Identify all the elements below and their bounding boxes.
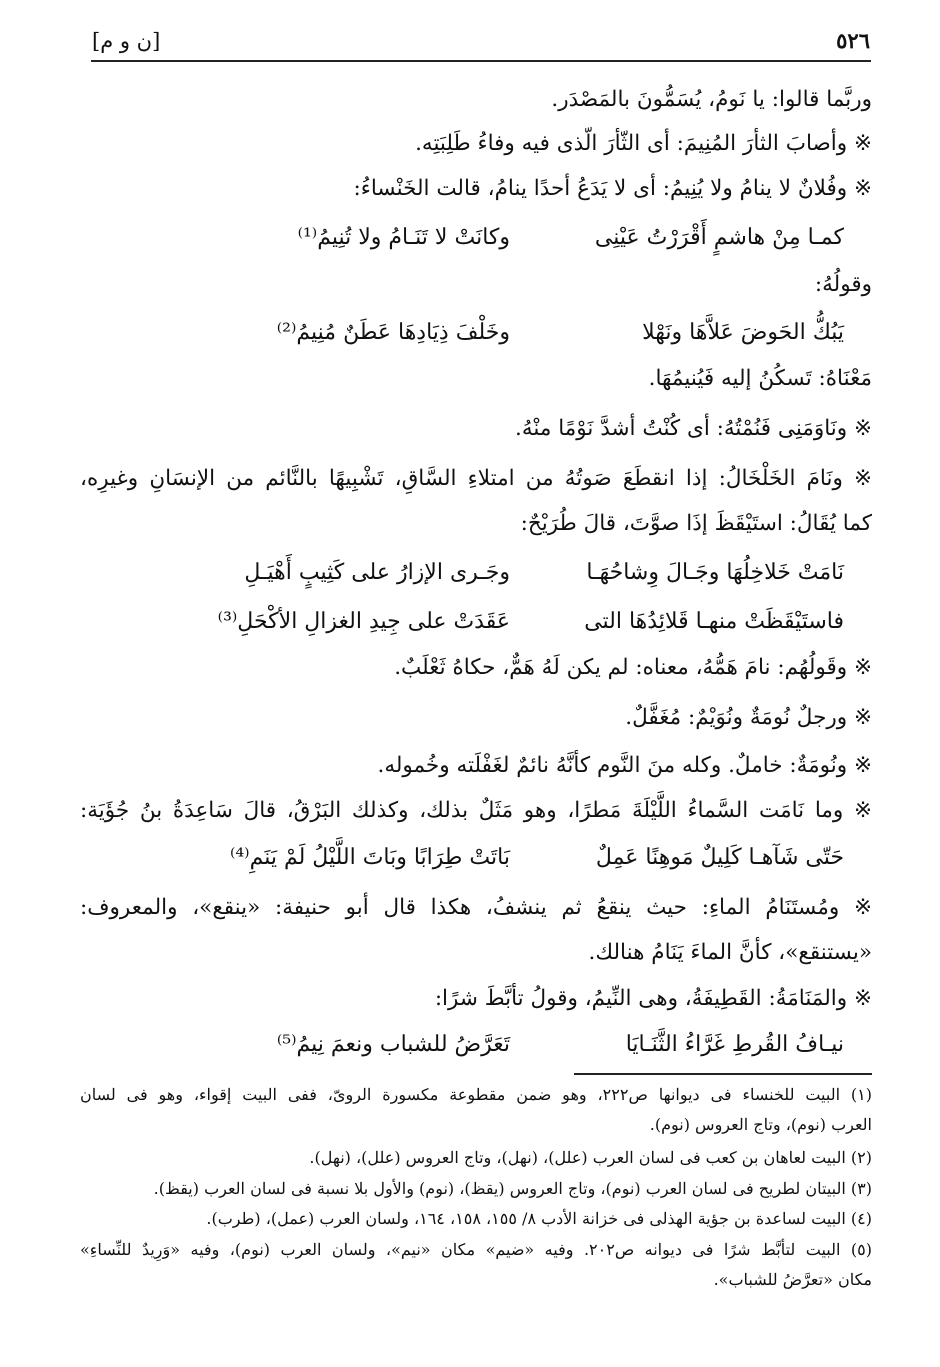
footnote-line: العرب (نوم)، وتاج العروس (نوم). bbox=[649, 1115, 872, 1134]
text-line: ※ ونَاوَمَنِى فَنُمْتُهُ: أى كُنْتُ أشدَّ نَوْمًا منْهُ. bbox=[515, 416, 872, 441]
text-line: مَعْنَاهُ: تَسكُنُ إليه فَيُنيمُهَا. bbox=[648, 366, 872, 391]
verse-first-hemistich: نيـافُ القُرطِ غَرَّاءُ الثَّنَـايَا bbox=[625, 1032, 844, 1057]
verse-second-hemistich: بَاتَتْ طِرَابًا وبَاتَ اللَّيْلُ لَمْ يَنَمِ⁽⁴⁾ bbox=[229, 845, 510, 870]
text-line: وربَّما قالوا: يا نَومُ، يُسَمُّونَ بالمَصْدَر. bbox=[551, 87, 872, 112]
verse-first-hemistich: فاستَيْقَظَتْ منهـا قَلائِدُهَا التى bbox=[584, 609, 844, 634]
verse-second-hemistich: وخَلْفَ ذِيَادِهَا عَطَنٌ مُنِيمُ⁽²⁾ bbox=[276, 320, 510, 345]
verse-second-hemistich: تَعَرَّضُ للشباب ونعمَ نِيمُ⁽⁵⁾ bbox=[276, 1032, 510, 1057]
footnote-line: (٤) البيت لساعدة بن جؤية الهذلى فى خزانة الأدب ٨/ ١٥٥، ١٥٨، ١٦٤، ولسان العرب (عمل)، (طرب). bbox=[206, 1209, 872, 1228]
text-line: ※ ورجلٌ نُومَةٌ ونُوَيْمٌ: مُغَفَّلٌ. bbox=[625, 705, 872, 730]
footnote-line: (٢) البيت لعاهان بن كعب فى لسان العرب (علل)، (نهل)، وتاج العروس (علل)، (نهل). bbox=[309, 1148, 872, 1167]
text-line: ※ ونَامَ الخَلْخَالُ: إذا انقطَعَ صَوتُهُ من امتلاءِ السَّاقِ، تَشْبِيهًا بالنَّائم من الإنسَانِ وغيرِه، bbox=[80, 466, 872, 491]
text-line: ※ ومُستَنَامُ الماءِ: حيث ينقعُ ثم ينشفُ، هكذا قال أبو حنيفة: «ينقع»، والمعروف: bbox=[80, 895, 872, 920]
verse-first-hemistich: كمـا مِنْ هاشمٍ أَقْرَرْتُ عَيْنِى bbox=[594, 225, 844, 250]
verse-second-hemistich: وجَـرى الإزارُ على كَثِيبٍ أَهْيَـلِ bbox=[244, 560, 510, 585]
verse-first-hemistich: نَامَتْ خَلاخِلُهَا وجَـالَ وِشاحُهَـا bbox=[586, 560, 844, 585]
text-line: ※ وما نَامَت السَّماءُ اللَّيْلَةَ مَطرًا، وهو مَثَلٌ بذلك، وكذلك البَرْقُ، قالَ سَاعِدَةُ بنُ جُؤَيَة: bbox=[80, 798, 872, 823]
footnote-line: مكان «تعرَّضُ للشباب». bbox=[713, 1270, 872, 1289]
header-rule bbox=[91, 60, 871, 62]
text-line: وقولُهُ: bbox=[814, 272, 872, 297]
footnote-rule bbox=[574, 1073, 872, 1075]
text-line: ※ وقَولُهُم: نامَ هَمُّهُ، معناه: لم يكن لَهُ هَمٌّ، حكاهُ ثَعْلَبٌ. bbox=[394, 655, 872, 680]
text-line: «يستنقع»، كأنَّ الماءَ يَنَامُ هنالك. bbox=[588, 940, 872, 965]
text-line: ※ وفُلانٌ لا ينامُ ولا يُنِيمُ: أى لا يَدَعُ أحدًا ينامُ، قالت الخَنْساءُ: bbox=[353, 176, 872, 201]
text-line: ※ والمَنَامَةُ: القَطِيفَةُ، وهى النِّيمُ، وقولُ تأبَّطَ شرًا: bbox=[434, 986, 872, 1011]
footnote-line: (١) البيت للخنساء فى ديوانها ص٢٢٢، وهو ضمن مقطوعة مكسورة الروىّ، ففى البيت إقواء، وهو فى لسان bbox=[80, 1085, 873, 1104]
verse-second-hemistich: وكانَتْ لا تَنَـامُ ولا تُنِيمُ⁽¹⁾ bbox=[297, 225, 510, 250]
verse-first-hemistich: يَبُكُّ الحَوضَ عَلاَّهَا ونَهْلا bbox=[642, 320, 844, 345]
page-number: ٥٢٦ bbox=[836, 28, 870, 53]
root-letters: [ن و م] bbox=[92, 29, 161, 53]
verse-first-hemistich: حَتّى شَآهـا كَلِيلٌ مَوهِنًا عَمِلٌ bbox=[595, 845, 844, 870]
footnote-line: (٣) البيتان لطريح فى لسان العرب (نوم)، وتاج العروس (يقظ)، (نوم) والأول بلا نسبة فى لسان العرب (يقظ). bbox=[153, 1179, 872, 1198]
text-line: ※ وأصابَ الثأرَ المُنِيمَ: أى الثّأرَ الّذى فيه وفاءُ طَلِبَتِه. bbox=[415, 131, 872, 156]
text-line: ※ ونُومَةٌ: خاملٌ. وكله منَ النَّوم كأنَّهُ نائمٌ لغَفْلَته وخُموله. bbox=[377, 753, 872, 778]
verse-second-hemistich: عَقَدَتْ على جِيدِ الغزالِ الأكْحَلِ⁽³⁾ bbox=[217, 609, 510, 634]
footnote-line: (٥) البيت لتأبَّط شرًا فى ديوانه ص٢٠٢. وفيه «ضيم» مكان «نيم»، ولسان العرب (نوم)، وفيه «وَرِيدٌ للنِّساءِ» bbox=[80, 1240, 872, 1259]
text-line: كما يُقَالُ: استَيْقَظَ إذَا صوَّتَ، قالَ طُرَيْحٌ: bbox=[520, 511, 872, 536]
